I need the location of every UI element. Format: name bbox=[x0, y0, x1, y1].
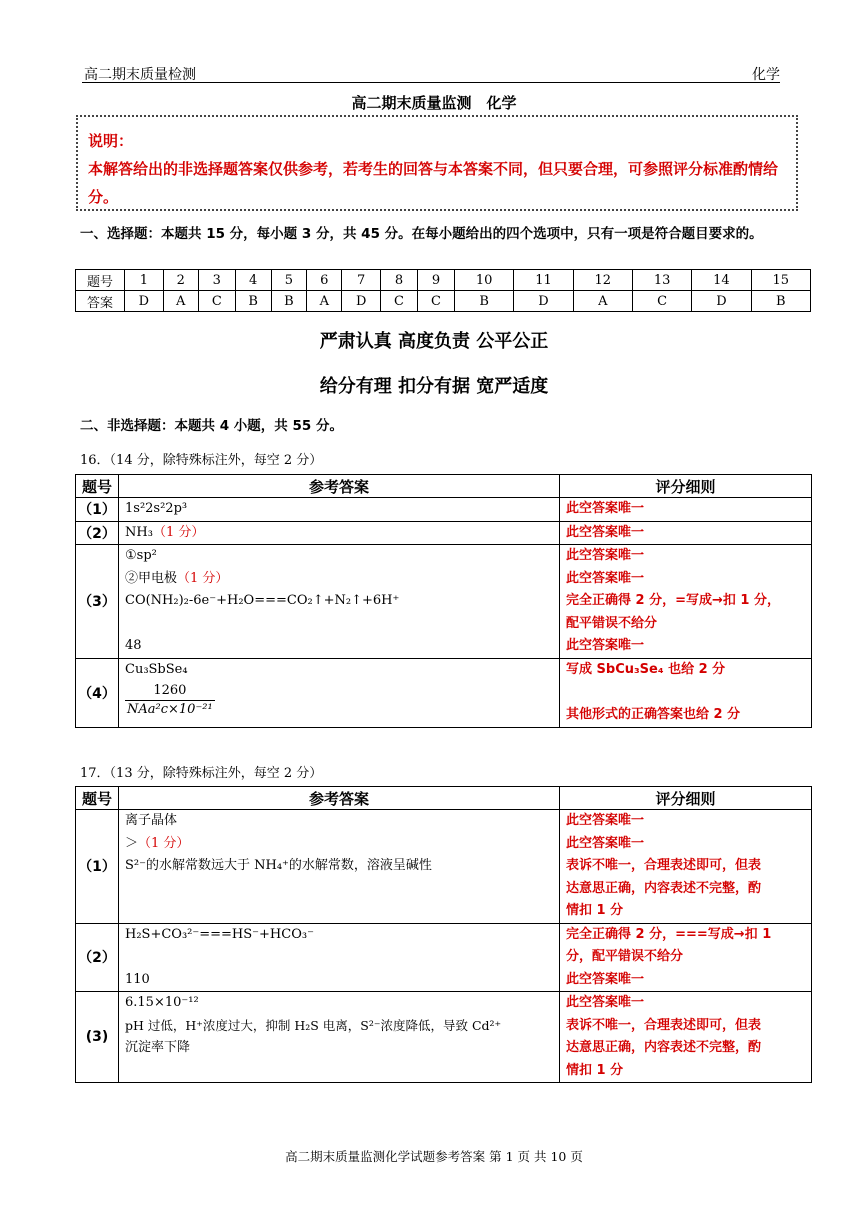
answer-line: CO(NH₂)₂-6e⁻+H₂O===CO₂↑+N₂↑+6H⁺ bbox=[125, 593, 400, 608]
fraction-numerator: 1260 bbox=[153, 683, 187, 698]
rule-line: 写成 SbCu₃Se₄ 也给 2 分 bbox=[566, 661, 726, 677]
note-heading: 说明： bbox=[88, 132, 134, 150]
fraction-denominator: NAa²c×10⁻²¹ bbox=[127, 702, 213, 717]
choice-answer: C bbox=[198, 291, 235, 312]
q-number: （2） bbox=[76, 923, 119, 992]
table-row bbox=[76, 992, 812, 1083]
answer-line: ＞ bbox=[125, 835, 139, 851]
question-number: 6 bbox=[307, 270, 342, 291]
rule-cell bbox=[560, 810, 812, 924]
table-row bbox=[76, 545, 812, 659]
choice-answer: D bbox=[125, 291, 164, 312]
choice-answer: A bbox=[163, 291, 198, 312]
question-number: 9 bbox=[418, 270, 455, 291]
rule-line: 此空答案唯一 bbox=[566, 995, 645, 1010]
rule-line: 情扣 1 分 bbox=[566, 903, 624, 918]
table-row bbox=[76, 810, 812, 924]
table-row bbox=[76, 658, 812, 728]
choice-answer: B bbox=[455, 291, 514, 312]
note-box bbox=[76, 115, 798, 211]
question-number: 5 bbox=[271, 270, 307, 291]
choice-answer: B bbox=[751, 291, 810, 312]
rule-line: 其他形式的正确答案也给 2 分 bbox=[566, 706, 741, 722]
rule-cell bbox=[560, 923, 812, 992]
score-note: （1 分） bbox=[152, 524, 205, 540]
q-number: （1） bbox=[76, 810, 119, 924]
rule-line: 此空答案唯一 bbox=[566, 501, 645, 516]
choice-answer-table bbox=[75, 269, 811, 312]
note-body: 本解答给出的非选择题答案仅供参考，若考生的回答与本答案不同，但只要合理，可参照评分标准酌情给分。 bbox=[88, 160, 779, 206]
choice-answer: C bbox=[632, 291, 691, 312]
choice-answer-row bbox=[76, 291, 811, 312]
page-header bbox=[82, 62, 780, 83]
rule-line: 表诉不唯一，合理表述即可，但表 bbox=[566, 858, 762, 873]
q-number: (3) bbox=[76, 992, 119, 1083]
rule-line: 此空答案唯一 bbox=[566, 548, 645, 563]
choice-answer: D bbox=[342, 291, 381, 312]
rule-line: 此空答案唯一 bbox=[566, 813, 645, 828]
table-row bbox=[76, 923, 812, 992]
answer-line: 6.15×10⁻¹² bbox=[125, 995, 199, 1010]
header-left: 高二期末质量检测 bbox=[84, 67, 196, 83]
question-number: 11 bbox=[514, 270, 573, 291]
q17-heading: 17．（13 分，除特殊标注外，每空 2 分） bbox=[80, 766, 323, 781]
score-note: （1 分） bbox=[138, 835, 190, 851]
answer-cell bbox=[119, 498, 560, 522]
rule-line: 此空答案唯一 bbox=[566, 971, 645, 987]
answer-line: 沉淀率下降 bbox=[125, 1040, 191, 1055]
row-label: 题号 bbox=[76, 270, 125, 291]
rule-line: 完全正确得 2 分，=写成→扣 1 分， bbox=[566, 593, 780, 608]
q16-table bbox=[75, 474, 812, 728]
section1-heading: 一、选择题：本题共 15 分，每小题 3 分，共 45 分。在每小题给出的四个选项中，只有一项是符合题目要求的。 bbox=[80, 226, 763, 242]
question-number: 2 bbox=[163, 270, 198, 291]
q16-heading: 16．（14 分，除特殊标注外，每空 2 分） bbox=[80, 453, 323, 468]
table-row bbox=[76, 498, 812, 522]
table-row bbox=[76, 521, 812, 545]
section2-heading: 二、非选择题：本题共 4 小题，共 55 分。 bbox=[80, 418, 343, 434]
answer-cell bbox=[119, 923, 560, 992]
question-number: 15 bbox=[751, 270, 810, 291]
rule-cell bbox=[560, 521, 812, 545]
col-no: 题号 bbox=[76, 787, 119, 810]
choice-answer: C bbox=[380, 291, 417, 312]
answer-line: 48 bbox=[125, 638, 142, 653]
question-number: 4 bbox=[235, 270, 271, 291]
question-number: 8 bbox=[380, 270, 417, 291]
density-fraction bbox=[125, 682, 215, 719]
question-number: 7 bbox=[342, 270, 381, 291]
rule-line: 此空答案唯一 bbox=[566, 570, 645, 586]
question-number: 12 bbox=[573, 270, 632, 291]
choice-answer: A bbox=[307, 291, 342, 312]
col-answer: 参考答案 bbox=[119, 475, 560, 498]
rule-line: 表诉不唯一，合理表述即可，但表 bbox=[566, 1017, 762, 1033]
rule-line: 达意思正确，内容表述不完整，酌 bbox=[566, 880, 762, 896]
q17-table bbox=[75, 786, 812, 1083]
answer-line: 110 bbox=[125, 971, 150, 987]
rule-cell bbox=[560, 658, 812, 728]
rule-line: 完全正确得 2 分，===写成→扣 1 bbox=[566, 926, 772, 942]
question-number: 14 bbox=[692, 270, 751, 291]
col-no: 题号 bbox=[76, 475, 119, 498]
q-number: （3） bbox=[76, 545, 119, 659]
answer-line: pH 过低，H⁺浓度过大，抑制 H₂S 电离，S²⁻浓度降低，导致 Cd²⁺ bbox=[125, 1017, 502, 1033]
answer-cell bbox=[119, 992, 560, 1083]
rule-line: 达意思正确，内容表述不完整，酌 bbox=[566, 1040, 762, 1055]
page-title: 高二期末质量监测 化学 bbox=[351, 94, 517, 112]
score-note: （1 分） bbox=[177, 570, 229, 586]
rule-cell bbox=[560, 992, 812, 1083]
col-rule: 评分细则 bbox=[560, 475, 812, 498]
table-header-row bbox=[76, 475, 812, 498]
page-footer: 高二期末质量监测化学试题参考答案 第 1 页 共 10 页 bbox=[285, 1149, 583, 1164]
answer-line: 离子晶体 bbox=[125, 813, 178, 828]
rule-cell bbox=[560, 498, 812, 522]
answer-line: ①sp² bbox=[125, 548, 157, 563]
row-label: 答案 bbox=[76, 291, 125, 312]
rule-line: 此空答案唯一 bbox=[566, 638, 645, 653]
col-rule: 评分细则 bbox=[560, 787, 812, 810]
rule-line: 分，配平错误不给分 bbox=[566, 949, 684, 964]
answer-line: ②甲电极 bbox=[125, 570, 178, 586]
answer-line: NH₃ bbox=[125, 524, 153, 540]
choice-answer: A bbox=[573, 291, 632, 312]
rule-line: 配平错误不给分 bbox=[566, 615, 658, 631]
answer-cell bbox=[119, 810, 560, 924]
rule-line: 此空答案唯一 bbox=[566, 524, 645, 540]
col-answer: 参考答案 bbox=[119, 787, 560, 810]
rule-line: 情扣 1 分 bbox=[566, 1062, 624, 1078]
choice-answer: D bbox=[514, 291, 573, 312]
slogan-1: 严肃认真 高度负责 公平公正 bbox=[319, 331, 549, 352]
answer-line: H₂S+CO₃²⁻===HS⁻+HCO₃⁻ bbox=[125, 926, 314, 942]
question-number: 3 bbox=[198, 270, 235, 291]
header-right: 化学 bbox=[752, 67, 780, 83]
rule-line: 此空答案唯一 bbox=[566, 835, 645, 851]
q-number: （1） bbox=[76, 498, 119, 522]
answer-cell bbox=[119, 658, 560, 728]
q-number: （2） bbox=[76, 521, 119, 545]
choice-answer: B bbox=[271, 291, 307, 312]
choice-answer: D bbox=[692, 291, 751, 312]
question-number: 13 bbox=[632, 270, 691, 291]
choice-number-row bbox=[76, 270, 811, 291]
answer-cell bbox=[119, 545, 560, 659]
answer-cell bbox=[119, 521, 560, 545]
answer-line: Cu₃SbSe₄ bbox=[125, 661, 188, 677]
q-number: （4） bbox=[76, 658, 119, 728]
choice-answer: C bbox=[418, 291, 455, 312]
question-number: 10 bbox=[455, 270, 514, 291]
question-number: 1 bbox=[125, 270, 164, 291]
table-header-row bbox=[76, 787, 812, 810]
answer-line: S²⁻的水解常数远大于 NH₄⁺的水解常数，溶液呈碱性 bbox=[125, 858, 432, 873]
rule-cell bbox=[560, 545, 812, 659]
choice-answer: B bbox=[235, 291, 271, 312]
answer-line: 1s²2s²2p³ bbox=[125, 501, 188, 516]
slogan-2: 给分有理 扣分有据 宽严适度 bbox=[319, 376, 549, 397]
